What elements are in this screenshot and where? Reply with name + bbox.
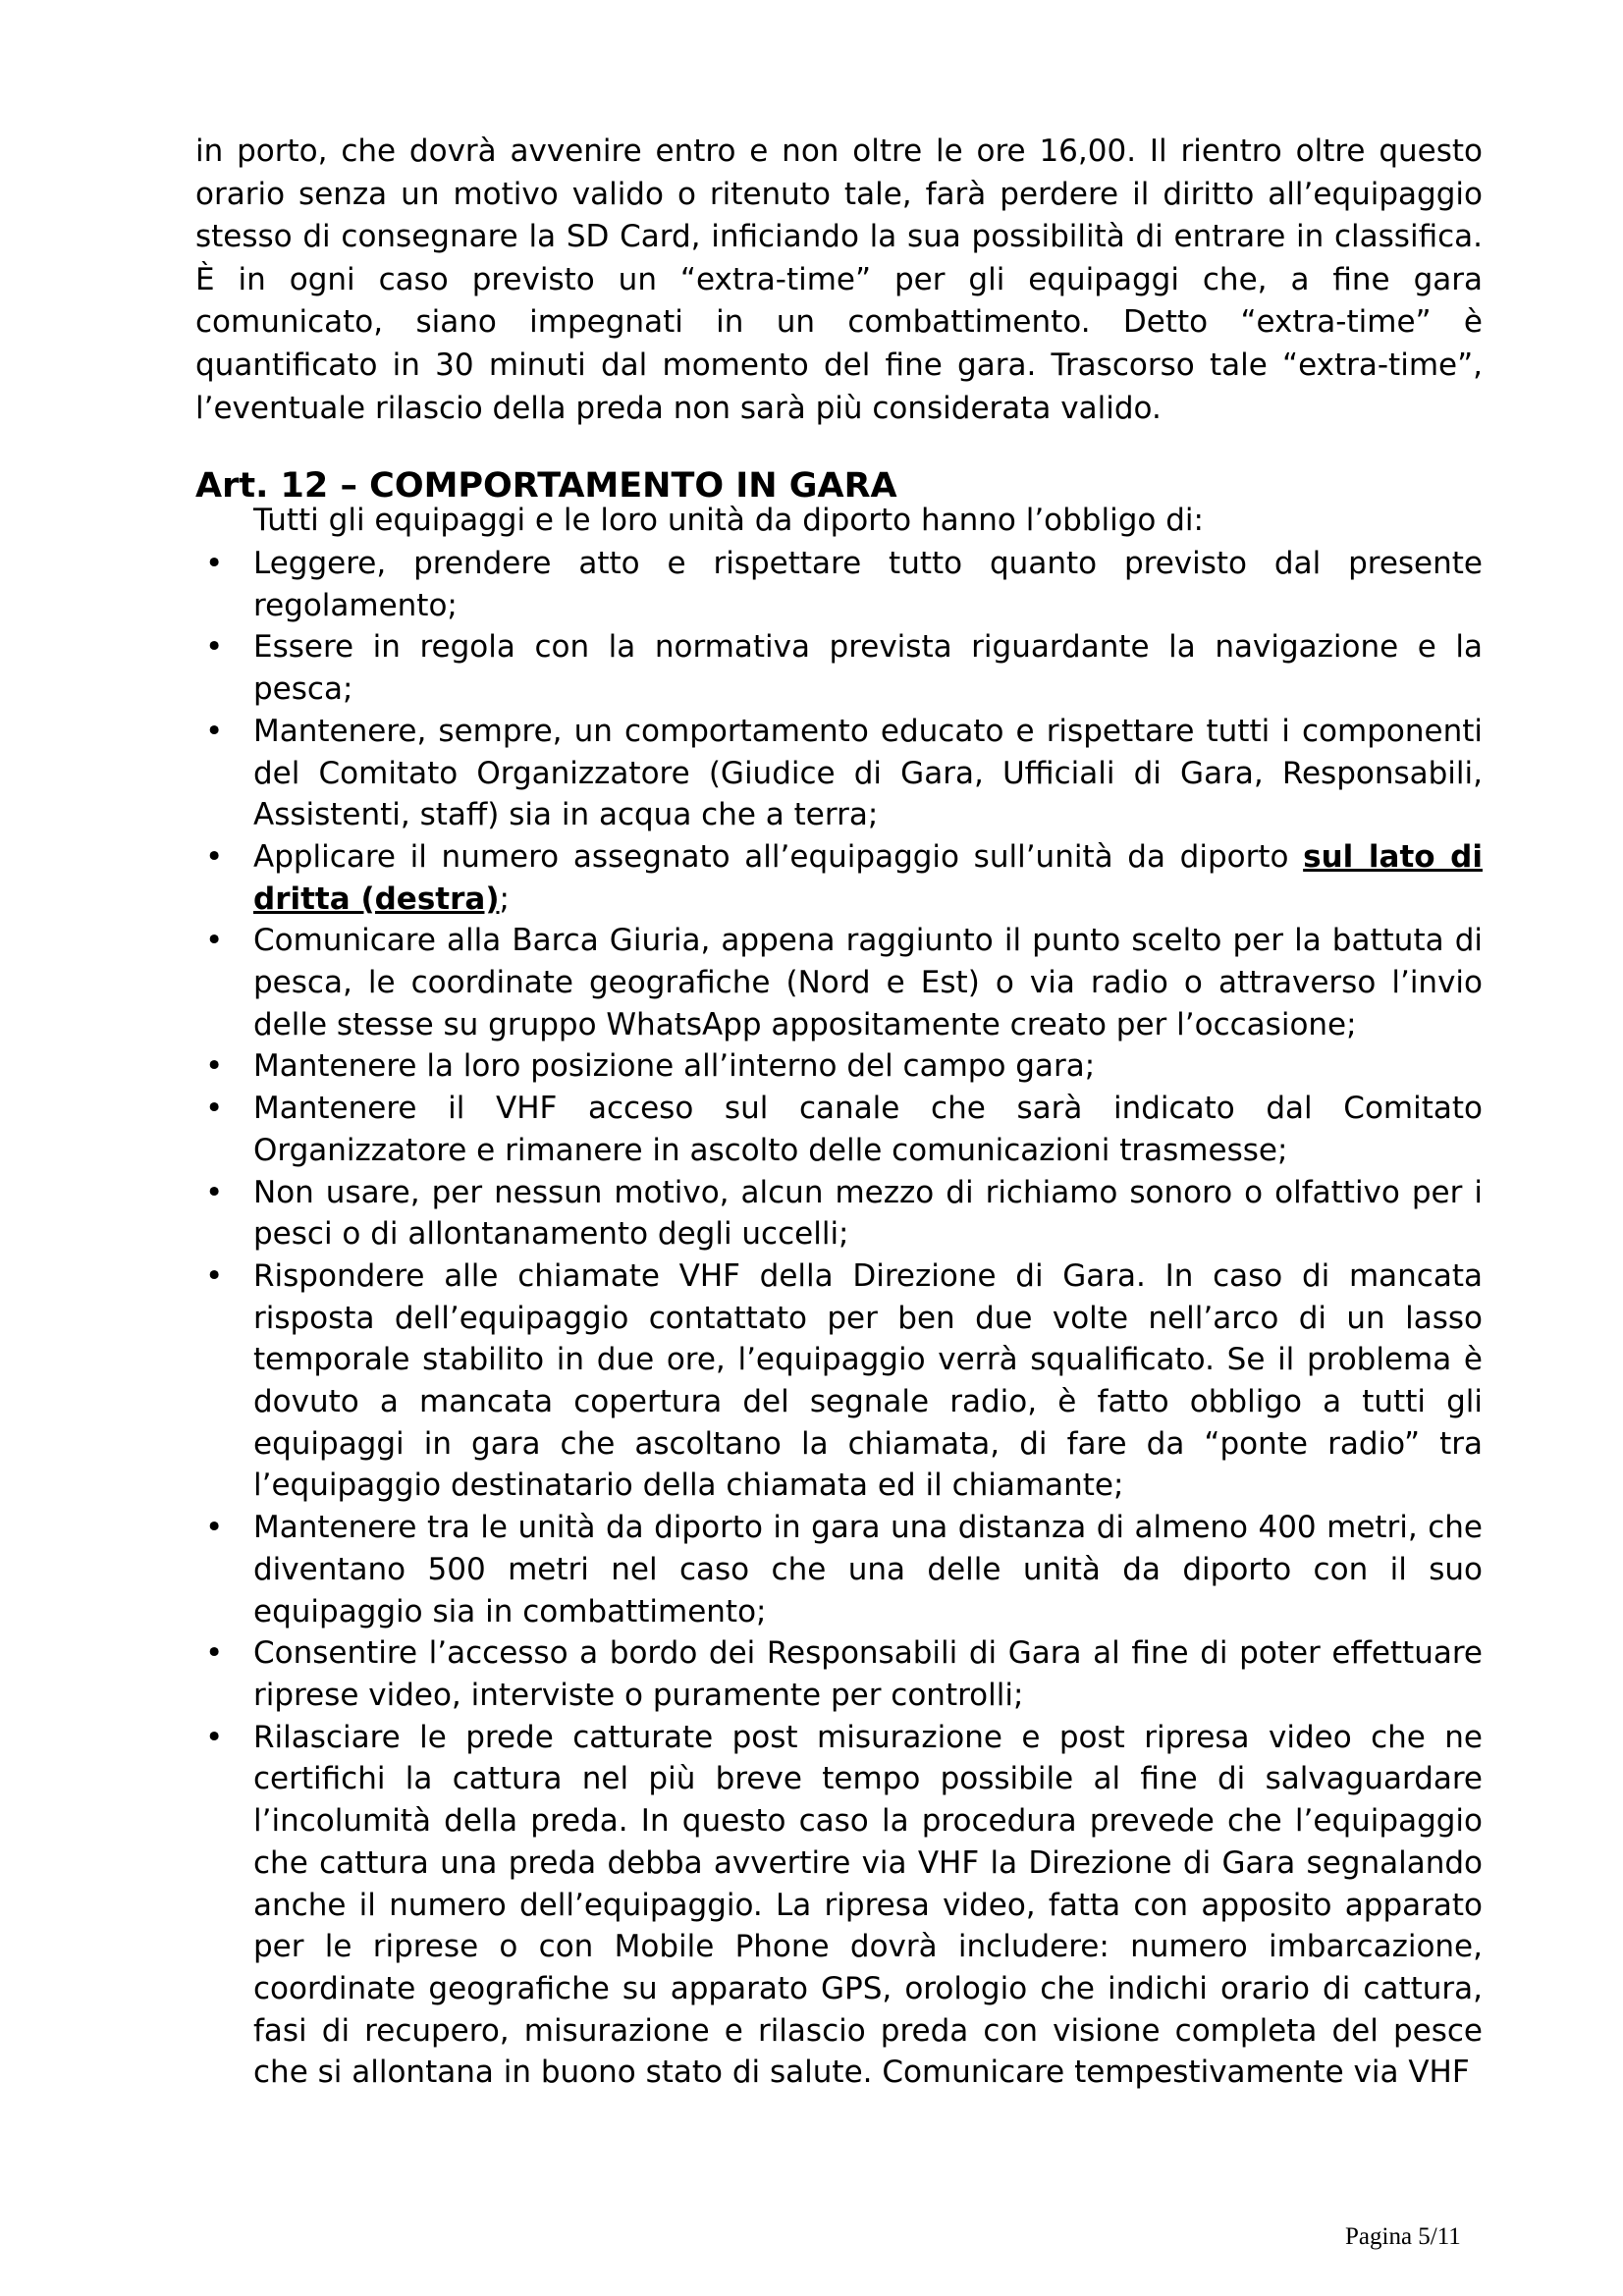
list-item bbox=[0, 1507, 1623, 1632]
bullet-icon: • bbox=[205, 1174, 224, 1210]
list-item-text: Leggere, prendere atto e rispettare tutto quanto previsto dal presente regolamento; bbox=[253, 546, 1483, 623]
list-item bbox=[0, 543, 1623, 626]
list-item-text: Essere in regola con la normativa prevista riguardante la navigazione e la pesca; bbox=[253, 629, 1483, 708]
list-item-text: Non usare, per nessun motivo, alcun mezzo di richiamo sonoro o olfattivo per i pesci o di allontanamento degli uccelli; bbox=[253, 1174, 1483, 1253]
obligations-list bbox=[0, 543, 1623, 2094]
bullet-icon: • bbox=[205, 1719, 224, 1755]
bullet-icon: • bbox=[205, 1048, 224, 1085]
continuation-paragraph: in porto, che dovrà avvenire entro e non oltre le ore 16,00. Il rientro oltre questo orario senza un motivo valido o ritenuto tale, farà perdere il diritto all’equipaggio stesso di consegnare la SD Card, inficiando la sua possibilità di entrare in classifica. È in ogni caso previsto un “extra-time” per gli equipaggi che, a fine gara comunicato, siano impegnati in un combattimento. Detto “extra-time” è quantificato in 30 minuti dal momento del fine gara. Trascorso tale “extra-time”, l’eventuale rilascio della preda non sarà più considerata valido. bbox=[195, 133, 1483, 426]
list-item-text: Mantenere tra le unità da diporto in gara una distanza di almeno 400 metri, che diventano 500 metri nel caso che una delle unità da diporto con il suo equipaggio sia in combattimento; bbox=[253, 1510, 1483, 1629]
list-item bbox=[0, 1717, 1623, 2094]
bullet-icon: • bbox=[205, 629, 224, 666]
list-item bbox=[0, 920, 1623, 1045]
list-item-text: Applicare il numero assegnato all’equipaggio sull’unità da diporto bbox=[253, 838, 1304, 875]
bullet-icon: • bbox=[205, 1510, 224, 1546]
list-item bbox=[0, 1088, 1623, 1171]
article-intro: Tutti gli equipaggi e le loro unità da diporto hanno l’obbligo di: bbox=[253, 503, 1204, 538]
list-item-text: Mantenere la loro posizione all’interno del campo gara; bbox=[253, 1048, 1096, 1085]
list-item-text: Mantenere il VHF acceso sul canale che sarà indicato dal Comitato Organizzatore e rimanere in ascolto delle comunicazioni trasmesse; bbox=[253, 1091, 1483, 1168]
list-item-text: Comunicare alla Barca Giuria, appena raggiunto il punto scelto per la battuta di pesca, le coordinate geografiche (Nord e Est) o via radio o attraverso l’invio delle stesse su gruppo WhatsApp appositamente creato per l’occasione; bbox=[253, 923, 1483, 1042]
list-item-tail: ; bbox=[499, 881, 510, 917]
list-item-text: Rispondere alle chiamate VHF della Direzione di Gara. In caso di mancata risposta dell’equipaggio contattato per ben due volte nell’arco di un lasso temporale stabilito in due ore, l’equipaggio verrà squalificato. Se il problema è dovuto a mancata copertura del segnale radio, è fatto obbligo a tutti gli equipaggi in gara che ascoltano la chiamata, di fare da “ponte radio” tra l’equipaggio destinatario della chiamata ed il chiamante; bbox=[253, 1257, 1483, 1504]
list-item-text: Rilasciare le prede catturate post misurazione e post ripresa video che ne certifichi la cattura nel più breve tempo possibile al fine di salvaguardare l’incolumità della preda. In questo caso la procedura prevede che l’equipaggio che cattura una preda debba avvertire via VHF la Direzione di Gara segnalando anche il numero dell’equipaggio. La ripresa video, fatta con apposito apparato per le riprese o con Mobile Phone dovrà includere: numero imbarcazione, coordinate geografiche su apparato GPS, orologio che indichi orario di cattura, fasi di recupero, misurazione e rilascio preda con visione completa del pesce che si allontana in buono stato di salute. Comunicare tempestivamente via VHF bbox=[253, 1719, 1483, 2091]
list-item bbox=[0, 1632, 1623, 1716]
page-number: Pagina 5/11 bbox=[1345, 2223, 1461, 2250]
bullet-icon: • bbox=[205, 1091, 224, 1127]
bullet-icon: • bbox=[205, 838, 224, 875]
article-heading: Art. 12 – COMPORTAMENTO IN GARA bbox=[195, 466, 897, 506]
bullet-icon: • bbox=[205, 1635, 224, 1672]
list-item bbox=[0, 836, 1623, 920]
list-item bbox=[0, 1255, 1623, 1507]
bullet-icon: • bbox=[205, 923, 224, 959]
list-item bbox=[0, 711, 1623, 836]
list-item bbox=[0, 626, 1623, 710]
list-item-text: Consentire l’accesso a bordo dei Responsabili di Gara al fine di poter effettuare riprese video, interviste o puramente per controlli; bbox=[253, 1635, 1483, 1713]
bullet-icon: • bbox=[205, 1257, 224, 1294]
bullet-icon: • bbox=[205, 713, 224, 749]
list-item bbox=[0, 1172, 1623, 1255]
emphasis-text: sul lato di dritta (destra) bbox=[253, 838, 1483, 917]
bullet-icon: • bbox=[205, 546, 224, 581]
list-item bbox=[0, 1045, 1623, 1088]
list-item-text: Mantenere, sempre, un comportamento educato e rispettare tutti i componenti del Comitato Organizzatore (Giudice di Gara, Ufficiali di Gara, Responsabili, Assistenti, staff) sia in acqua che a terra; bbox=[253, 713, 1483, 833]
